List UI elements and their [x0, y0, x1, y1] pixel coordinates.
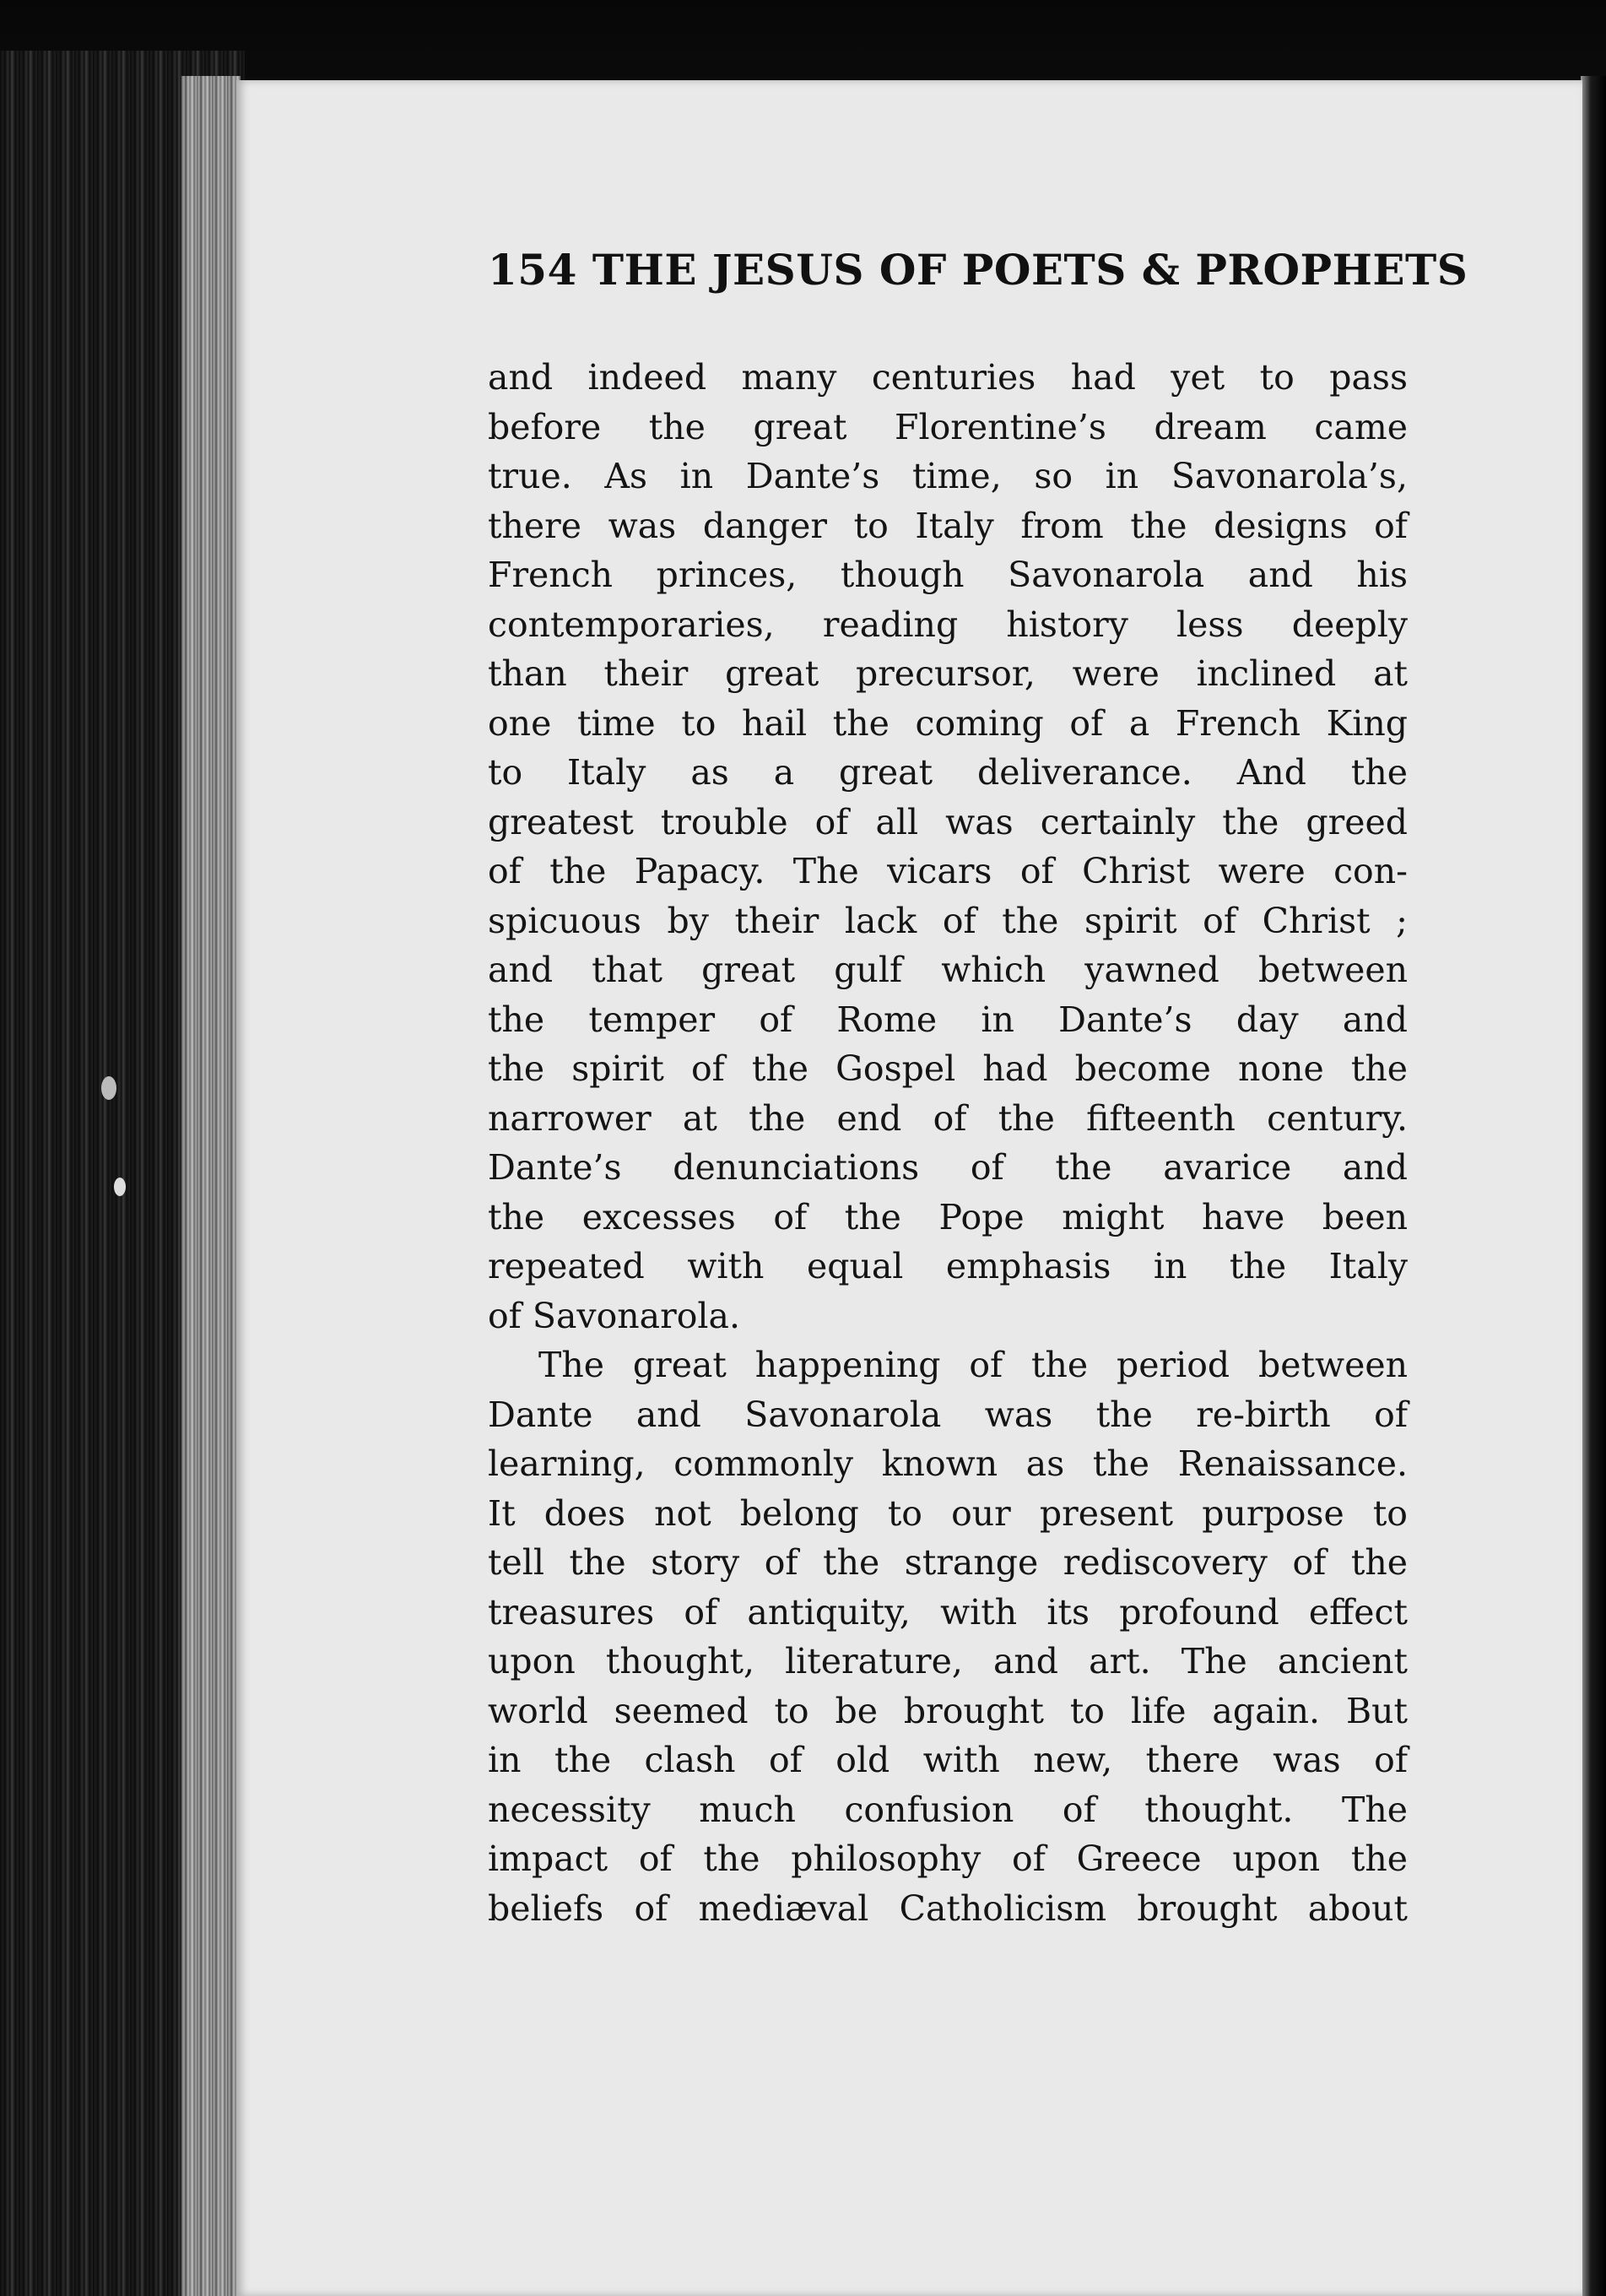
text-line: one time to hail the coming of a French King	[488, 702, 1408, 744]
text-line: Dante’s denunciations of the avarice and	[488, 1147, 1408, 1188]
text-line: greatest trouble of all was certainly the greed	[488, 801, 1408, 842]
text-line: tell the story of the strange rediscovery of the	[488, 1542, 1408, 1583]
text-line: than their great precursor, were inclined at	[488, 653, 1408, 694]
text-line: the excesses of the Pope might have been	[488, 1196, 1408, 1237]
text-line: of Savonarola.	[488, 1295, 740, 1336]
text-line: there was danger to Italy from the designs of	[488, 505, 1408, 546]
text-line: Dante and Savonarola was the re-birth of	[488, 1394, 1408, 1435]
text-line: in the clash of old with new, there was of	[488, 1740, 1408, 1780]
text-line: beliefs of mediæval Catholicism brought about	[488, 1887, 1408, 1929]
text-line: to Italy as a great deliverance. And the	[488, 752, 1408, 793]
text-line: the spirit of the Gospel had become none the	[488, 1048, 1408, 1089]
text-line: necessity much confusion of thought. The	[488, 1789, 1408, 1830]
body-text	[488, 353, 1408, 1933]
text-line: the temper of Rome in Dante’s day and	[488, 999, 1408, 1040]
text-line: upon thought, literature, and art. The ancient	[488, 1641, 1408, 1681]
text-line: of the Papacy. The vicars of Christ were con-	[488, 851, 1408, 891]
text-line: It does not belong to our present purpose to	[488, 1492, 1408, 1534]
text-line: impact of the philosophy of Greece upon the	[488, 1838, 1408, 1879]
text-line: learning, commonly known as the Renaissance.	[488, 1443, 1408, 1484]
running-header	[488, 245, 1468, 295]
text-line: French princes, though Savonarola and his	[488, 555, 1408, 595]
text-line: world seemed to be brought to life again. But	[488, 1690, 1408, 1731]
page-number: 154	[488, 245, 577, 295]
text-line: treasures of antiquity, with its profound effect	[488, 1591, 1408, 1633]
page-edges	[181, 76, 241, 2296]
text-line: narrower at the end of the fifteenth century.	[488, 1097, 1408, 1139]
running-title: THE JESUS OF POETS & PROPHETS	[592, 245, 1468, 295]
text-line: contemporaries, reading history less deeply	[488, 604, 1408, 645]
text-line: before the great Florentine’s dream came	[488, 406, 1408, 447]
text-line: and that great gulf which yawned between	[488, 950, 1408, 990]
text-line: spicuous by their lack of the spirit of Christ ;	[488, 900, 1408, 941]
text-line: repeated with equal emphasis in the Italy	[488, 1246, 1408, 1286]
right-shadow	[1581, 76, 1606, 2296]
text-line: The great happening of the period between	[538, 1345, 1408, 1385]
text-line: true. As in Dante’s time, so in Savonarola’s,	[488, 456, 1408, 496]
text-line: and indeed many centuries had yet to pass	[488, 357, 1408, 398]
scan-speck	[101, 1076, 116, 1100]
scan-speck	[114, 1178, 126, 1196]
